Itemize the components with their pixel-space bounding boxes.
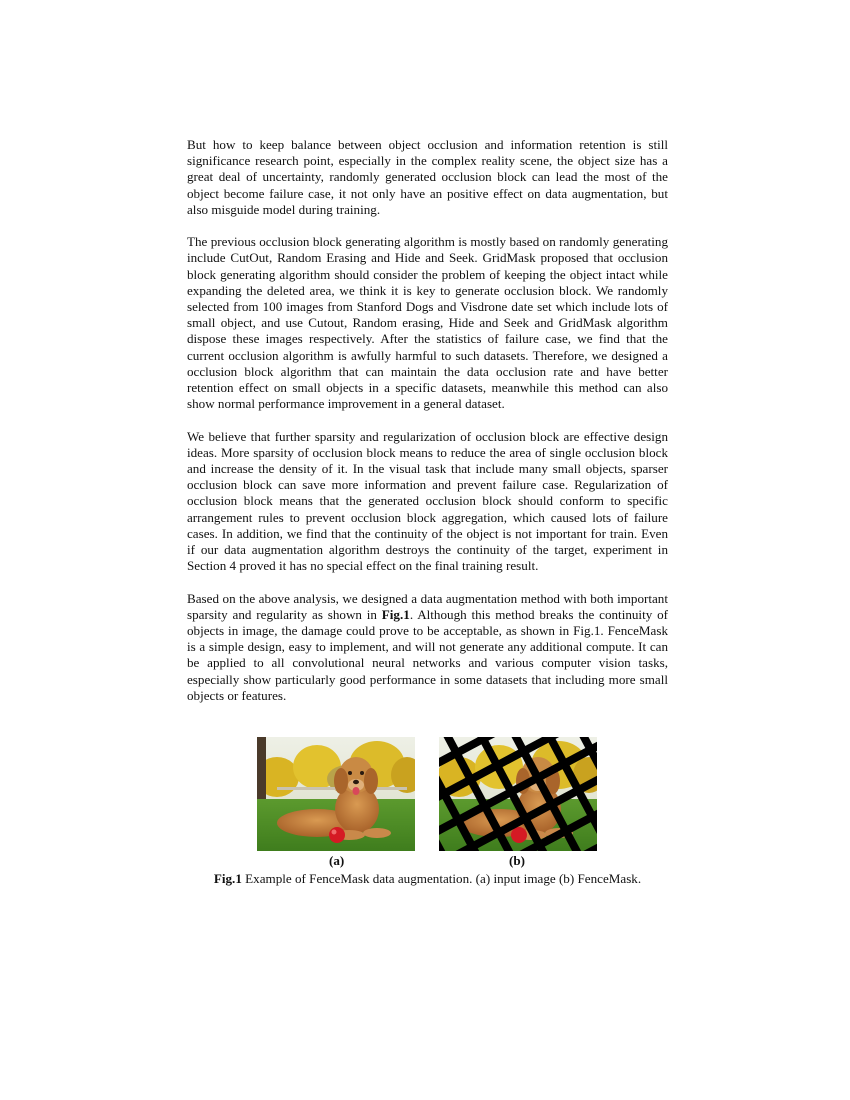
paragraph-3: We believe that further sparsity and regularization of occlusion block are effective design ideas. More sparsity of occlusion block means to reduce the area of single occlusion block and increase the density of it. In the visual task that include many small objects, sparser occlusion block can save more information and prevent failure case. Regularization of occlusion block means that the generated occlusion block should conform to specific arrangement rules to prevent occlusion block aggregation, which caused lots of failure cases. In addition, we find that the continuity of the object is not important for train. Even if our data augmentation algorithm destroys the continuity of the target, experiment in Section 4 proved it has no special effect on the final training result. xyxy=(187,428,668,574)
body-text xyxy=(187,137,668,720)
input-image-dog xyxy=(257,737,415,851)
caption-text: Example of FenceMask data augmentation. (a) input image (b) FenceMask. xyxy=(241,871,642,886)
figure-reference: Fig.1 xyxy=(381,606,410,622)
paragraph-1: But how to keep balance between object occlusion and information retention is still significance research point, especially in the complex reality scene, the object size has a great deal of uncertainty, randomly generated occlusion block can lead the most of the object become failure case, it not only have an positive effect on data augmentation, but also misguide model during training. xyxy=(187,137,668,217)
subfigure-b-label: (b) xyxy=(509,853,526,868)
fencemask-image-dog xyxy=(439,737,597,851)
caption-figure-number: Fig.1 xyxy=(213,871,242,886)
figure-caption xyxy=(187,871,668,887)
paragraph-4-text-start: Based on the above analysis, we designed a data augmentation method with both important sparsity and regularity as shown in xyxy=(187,590,668,622)
subfigure-a-label: (a) xyxy=(329,853,345,868)
paragraph-4-text-end: . Although this method breaks the continuity of objects in image, the damage could prove to be acceptable, as shown in Fig.1. FenceMask is a simple design, easy to implement, and will not generate any additional compute. It can be applied to all convolutional neural networks and various computer vision tasks, especially show particularly good performance in some datasets that including more small objects or features. xyxy=(187,606,668,703)
paragraph-4 xyxy=(187,591,668,704)
paragraph-2: The previous occlusion block generating algorithm is mostly based on randomly generating include CutOut, Random Erasing and Hide and Seek. GridMask proposed that occlusion block generating algorithm should consider the problem of keeping the object intact while expanding the deleted area, we think it is key to generate occlusion block. We randomly selected from 100 images from Stanford Dogs and Visdrone date set which include lots of small object, and use Cutout, Random erasing, Hide and Seek and GridMask algorithm dispose these images respectively. After the statistics of failure case, we find that the current occlusion algorithm is awfully harmful to such datasets. Therefore, we designed a occlusion block algorithm that can maintain the data occlusion rate and have better retention effect on small objects in a specific datasets, meanwhile this method can also show normal performance improvement in a general dataset. xyxy=(187,234,668,412)
